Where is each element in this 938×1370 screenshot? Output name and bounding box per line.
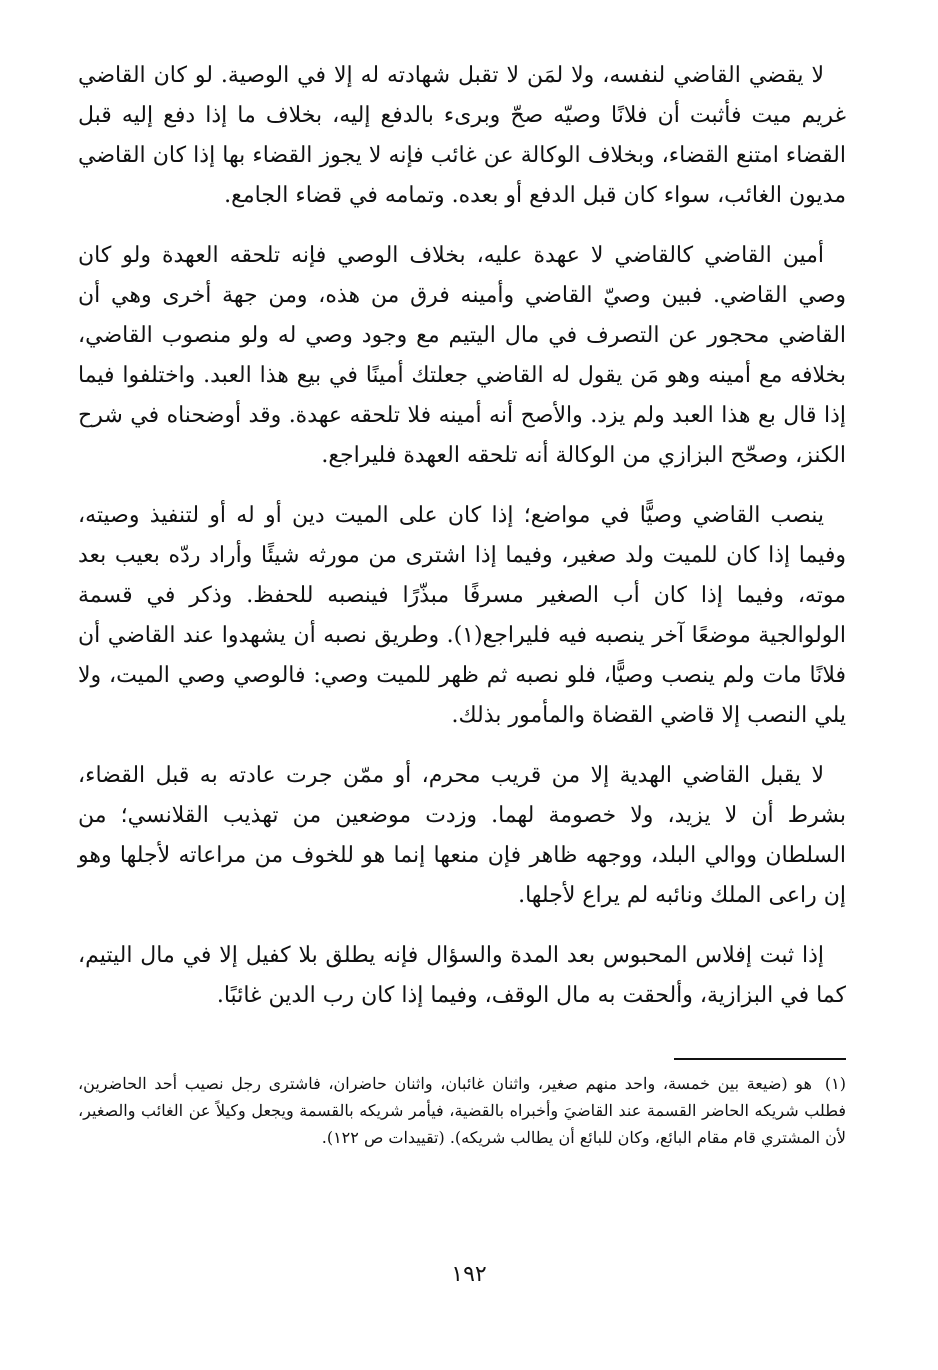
paragraph-judge-trustee [78, 236, 846, 476]
paragraph-text: ينصب القاضي وصيًّا في مواضع؛ إذا كان على الميت دين أو له أو لتنفيذ وصيته، وفيما إذا كان للميت ولد صغير، وفيما إذا اشترى من مورثه شيئًا وأراد ردّه بعيب بعد موته، وفيما إذا كان أب الصغير مسرفًا مبذّرًا فينصبه للحفظ. وذكر في قسمة الولوالجية موضعًا آخر ينصبه فيه فليراجع(١). وطريق نصبه أن يشهدوا عند القاضي أن فلانًا مات ولم ينصب وصيًّا، فلو نصبه ثم ظهر للميت وصي: فالوصي وصي الميت، ولا يلي النصب إلا قاضي القضاة والمأمور بذلك. [78, 503, 846, 728]
paragraph-text: لا يقبل القاضي الهدية إلا من قريب محرم، أو ممّن جرت عادته به قبل القضاء، بشرط أن لا يزيد، ولا خصومة لهما. وزدت موضعين من تهذيب القلانسي؛ من السلطان ووالي البلد، ووجهه ظاهر فإن منعها إنما هو للخوف من مراعاته لأجلها وهو إن راعى الملك ونائبه لم يراع لأجلها. [78, 763, 846, 908]
paragraph-text: إذا ثبت إفلاس المحبوس بعد المدة والسؤال فإنه يطلق بلا كفيل إلا في مال اليتيم، كما في البزازية، وألحقت به مال الوقف، وفيما إذا كان رب الدين غائبًا. [78, 943, 846, 1008]
paragraph-gifts [78, 756, 846, 916]
paragraph-bankruptcy [78, 936, 846, 1016]
paragraph-judge-self [78, 56, 846, 216]
footnote-divider [674, 1058, 846, 1060]
paragraph-text: أمين القاضي كالقاضي لا عهدة عليه، بخلاف الوصي فإنه تلحقه العهدة ولو كان وصي القاضي. فبين وصيّ القاضي وأمينه فرق من هذه، ومن جهة أخرى وهي أن القاضي محجور عن التصرف في مال اليتيم مع وجود وصي له ولو منصوب القاضي، بخلافه مع أمينه وهو مَن يقول له القاضي جعلتك أمينًا في بيع هذا العبد. واختلفوا فيما إذا قال بع هذا العبد ولم يزد. والأصح أنه أمينه فلا تلحقه عهدة. وقد أوضحناه في شرح الكنز، وصحّح البزازي من الوكالة أنه تلحقه العهدة فليراجع. [78, 243, 846, 468]
paragraph-text: لا يقضي القاضي لنفسه، ولا لمَن لا تقبل شهادته له إلا في الوصية. لو كان القاضي غريم ميت فأثبت أن فلانًا وصيّه صحّ وبرىء بالدفع إليه، بخلاف ما إذا دفع إليه قبل القضاء امتنع القضاء، وبخلاف الوكالة عن غائب فإنه لا يجوز القضاء بها إذا كان القاضي مديون الغائب، سواء كان قبل الدفع أو بعده. وتمامه في قضاء الجامع. [78, 63, 846, 208]
footnote [78, 1070, 846, 1151]
footnote-number: (١) [824, 1074, 846, 1093]
paragraph-appoint-guardian [78, 496, 846, 736]
footnote-text: هو (ضيعة بين خمسة، واحد منهم صغير، واثنان غائبان، واثنان حاضران، فاشترى رجل نصيب أحد الحاضرين، فطلب شريكه الحاضر القسمة عند القاضيَ وأخبراه بالقضية، فيأمر شريكه بالقسمة ويجعل وكيلاً عن الغائب والصغير، لأن المشتري قام مقام البائع، وكان للبائع أن يطالب شريكه). (تقييدات ص ١٢٢). [78, 1074, 846, 1147]
page-number: ١٩٢ [451, 1262, 487, 1287]
